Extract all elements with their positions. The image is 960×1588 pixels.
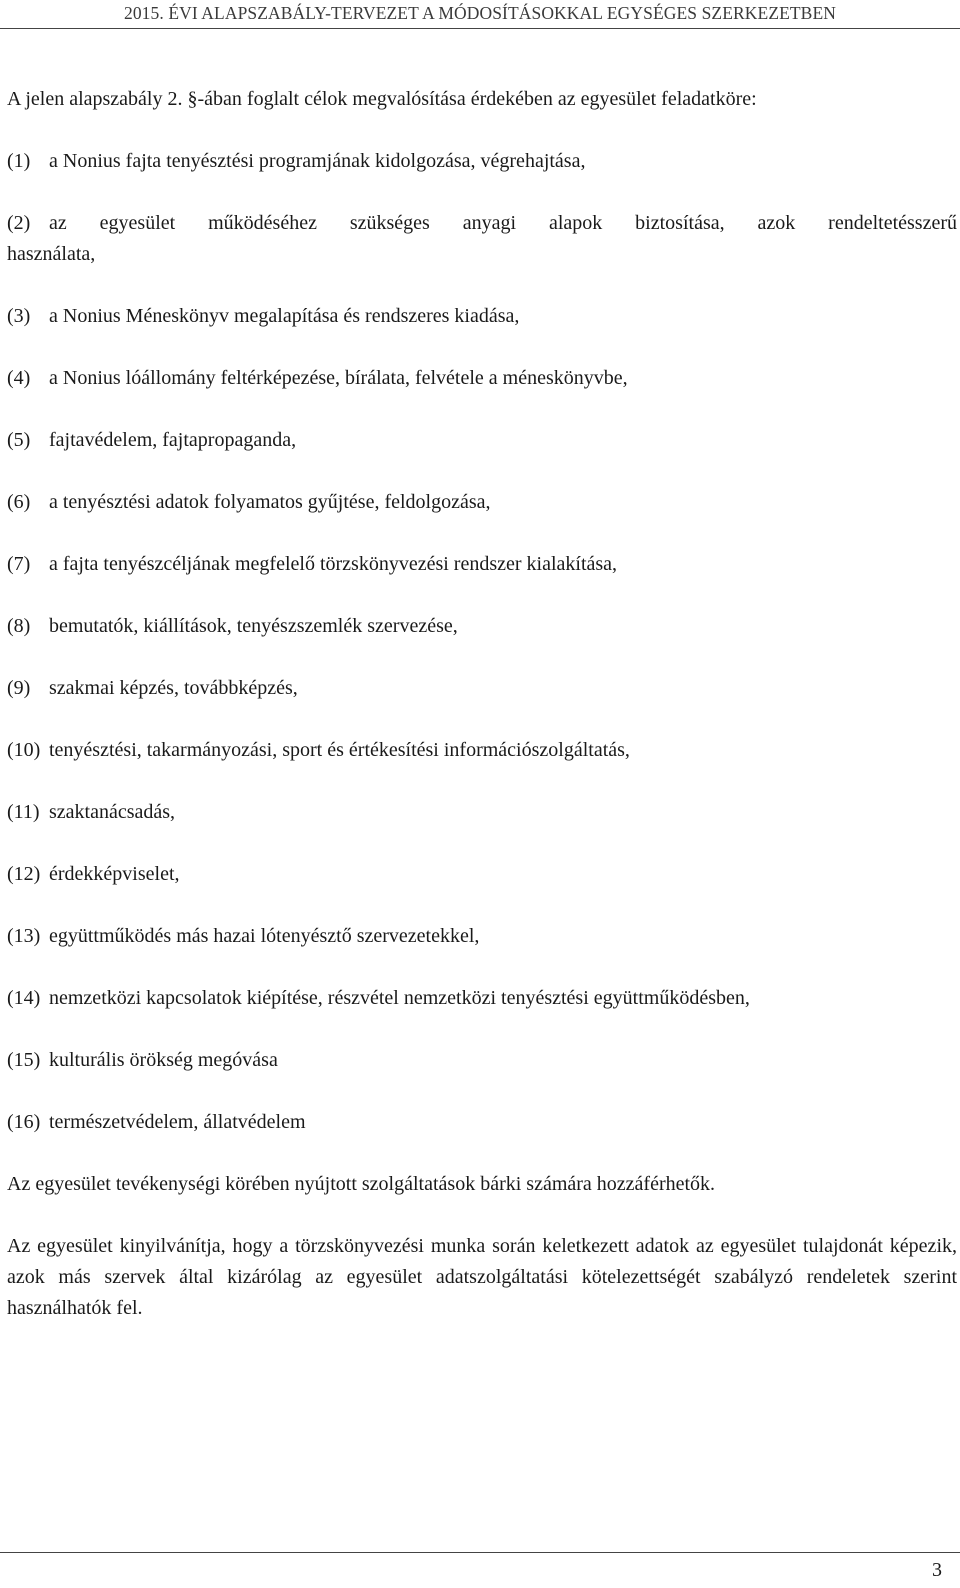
- list-item: [7, 983, 957, 1014]
- header-divider: [0, 28, 960, 29]
- list-item-text: a Nonius lóállomány feltérképezése, bírálata, felvétele a méneskönyvbe,: [49, 367, 628, 389]
- list-item-number: (1): [7, 150, 31, 172]
- list-item: [7, 797, 957, 828]
- footer-divider: [0, 1552, 960, 1553]
- list-item-text: a fajta tenyészcéljának megfelelő törzskönyvezési rendszer kialakítása,: [49, 553, 618, 575]
- list-item-text: együttműködés más hazai lótenyésztő szervezetekkel,: [49, 925, 480, 947]
- list-item-text: természetvédelem, állatvédelem: [49, 1111, 306, 1133]
- list-item-number: (14): [7, 987, 41, 1009]
- list-item-number: (15): [7, 1049, 41, 1071]
- list-item-text: tenyésztési, takarmányozási, sport és értékesítési információszolgáltatás,: [49, 739, 630, 761]
- list-item: [7, 487, 957, 518]
- list-item: [7, 611, 957, 642]
- list-item-text: a Nonius Méneskönyv megalapítása és rendszeres kiadása,: [49, 305, 520, 327]
- list-item-number: (3): [7, 305, 31, 327]
- list-item-number: (12): [7, 863, 41, 885]
- list-item-text: érdekképviselet,: [49, 863, 180, 885]
- running-header: 2015. ÉVI ALAPSZABÁLY-TERVEZET A MÓDOSÍTÁSOKKAL EGYSÉGES SZERKEZETBEN: [123, 3, 836, 23]
- list-item: [7, 1107, 957, 1138]
- list-item: [7, 1045, 957, 1076]
- list-item-continuation: használata,: [7, 243, 96, 265]
- list-item-number: (5): [7, 429, 31, 451]
- list-item-number: (11): [7, 801, 40, 823]
- list-item-number: (4): [7, 367, 31, 389]
- list-item-number: (6): [7, 491, 31, 513]
- list-item-text: a Nonius fajta tenyésztési programjának kidolgozása, végrehajtása,: [49, 150, 586, 172]
- list-item-number: (8): [7, 615, 31, 637]
- services-paragraph: Az egyesület tevékenységi körében nyújtott szolgáltatások bárki számára hozzáférhetők.: [7, 1173, 716, 1195]
- list-item: [7, 363, 957, 394]
- list-item: [7, 921, 957, 952]
- list-item-text: szaktanácsadás,: [49, 801, 176, 823]
- list-item-number: (9): [7, 677, 31, 699]
- data-ownership-paragraph: Az egyesület kinyilvánítja, hogy a törzskönyvezési munka során keletkezett adatok az egyesület tulajdonát képezik, azok más szervek által kizárólag az egyesület adatszolgáltatási kötelezettségét szabályzó rendeletek szerint használhatók fel.: [7, 1235, 957, 1319]
- list-item: [7, 301, 957, 332]
- list-item: [7, 859, 957, 890]
- list-item-text: az egyesület működéséhez szükséges anyagi alapok biztosítása, azok rendeltetésszerű: [49, 212, 957, 234]
- list-item-number: (10): [7, 739, 41, 761]
- list-item: [7, 549, 957, 580]
- list-item-number: (13): [7, 925, 41, 947]
- list-item: [7, 146, 957, 177]
- document-body: [7, 84, 957, 1355]
- list-item-text: szakmai képzés, továbbképzés,: [49, 677, 298, 699]
- list-item-number: (7): [7, 553, 31, 575]
- list-item: [7, 673, 957, 704]
- page-number: 3: [932, 1559, 942, 1581]
- list-item-text: kulturális örökség megóvása: [49, 1049, 278, 1071]
- list-item-text: bemutatók, kiállítások, tenyészszemlék szervezése,: [49, 615, 458, 637]
- list-item: [7, 425, 957, 456]
- list-item-number: (16): [7, 1111, 41, 1133]
- list-item-number: (2): [7, 212, 31, 234]
- list-item-text: a tenyésztési adatok folyamatos gyűjtése, feldolgozása,: [49, 491, 491, 513]
- list-item: [7, 208, 957, 270]
- list-item: [7, 735, 957, 766]
- intro-paragraph: A jelen alapszabály 2. §-ában foglalt célok megvalósítása érdekében az egyesület feladatköre:: [7, 88, 757, 110]
- list-item-text: fajtavédelem, fajtapropaganda,: [49, 429, 297, 451]
- list-item-text: nemzetközi kapcsolatok kiépítése, részvétel nemzetközi tenyésztési együttműködésben,: [49, 987, 750, 1009]
